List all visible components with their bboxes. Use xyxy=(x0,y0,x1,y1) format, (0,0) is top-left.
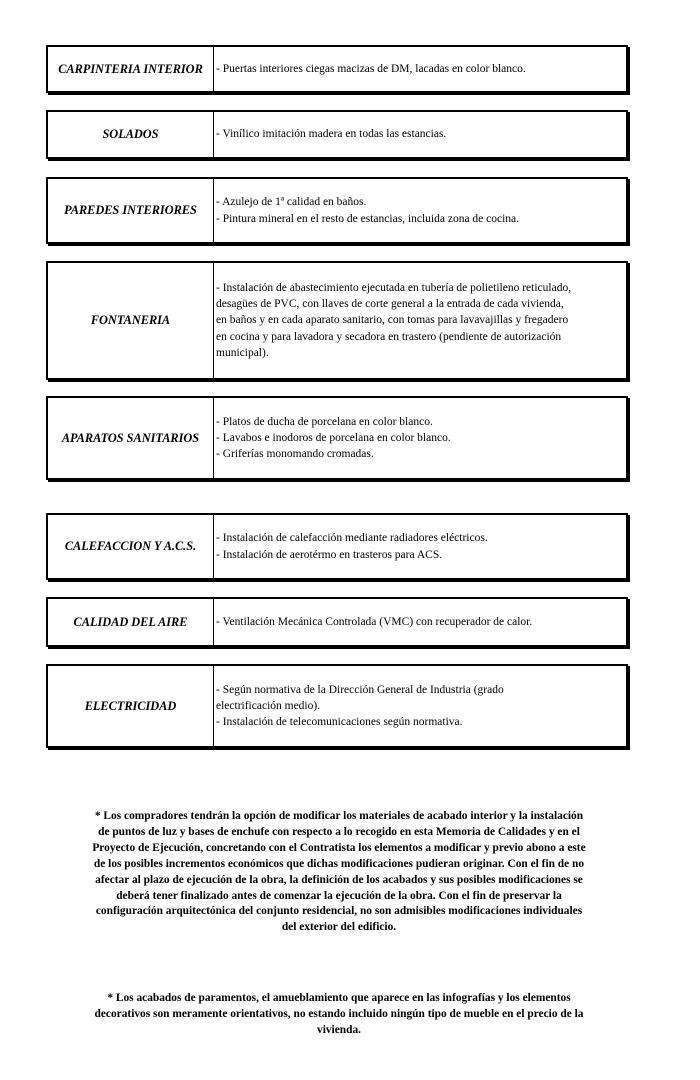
spec-line: - Platos de ducha de porcelana en color blanco. xyxy=(216,415,433,428)
spec-line: - Azulejo de 1ª calidad en baños. xyxy=(216,196,367,209)
spec-description xyxy=(214,666,626,746)
buyer-modifications-note xyxy=(48,809,630,936)
note-line: de los posibles incrementos económicos que dichas modificaciones pudieran originar. Con el fin de no xyxy=(93,857,585,870)
note-line: del exterior del edificio. xyxy=(281,921,397,934)
spec-label: APARATOS SANITARIOS xyxy=(48,398,214,478)
spec-row-aparatos-sanitarios xyxy=(46,396,628,480)
spec-line: municipal). xyxy=(216,346,269,359)
note-line: de puntos de luz y bases de enchufe con respecto a lo recogido en esta Memoria de Calidades y en el xyxy=(98,825,580,838)
finishes-disclaimer-note xyxy=(48,991,630,1039)
spec-line: - Instalación de telecomunicaciones según normativa. xyxy=(216,716,463,729)
spec-line: - Lavabos e inodoros de porcelana en color blanco. xyxy=(216,431,451,444)
spec-line: en baños y en cada aparato sanitario, con tomas para lavavajillas y fregadero xyxy=(216,314,569,327)
spec-row-solados xyxy=(46,110,628,159)
spec-row-paredes-interiores xyxy=(46,177,628,244)
spec-line: - Puertas interiores ciegas macizas de DM, lacadas en color blanco. xyxy=(216,62,526,75)
spec-line: - Ventilación Mecánica Controlada (VMC) con recuperador de calor. xyxy=(216,615,533,628)
spec-label: SOLADOS xyxy=(48,112,214,157)
spec-label: ELECTRICIDAD xyxy=(48,666,214,746)
spec-row-electricidad xyxy=(46,664,628,748)
spec-description xyxy=(214,398,626,478)
spec-description xyxy=(214,112,626,157)
spec-description xyxy=(214,515,626,578)
spec-label: FONTANERIA xyxy=(48,263,214,378)
note-line: * Los compradores tendrán la opción de modificar los materiales de acabado interior y la instalación xyxy=(94,810,584,822)
spec-line: - Vinílico imitación madera en todas las estancias. xyxy=(216,128,447,141)
note-line: configuración arquitectónica del conjunto residencial, no son admisibles modificaciones individuales xyxy=(95,905,583,918)
note-line: * Los acabados de paramentos, el amueblamiento que aparece en las infografías y los elementos xyxy=(107,992,571,1004)
spec-line: - Instalación de abastecimiento ejecutada en tubería de polietileno reticulado, xyxy=(216,281,572,294)
spec-line: en cocina y para lavadora y secadora en trastero (pendiente de autorización xyxy=(216,330,562,343)
spec-label: CALEFACCION Y A.C.S. xyxy=(48,515,214,578)
note-line: Proyecto de Ejecución, concretando con el Contratista los elementos a modificar y previo abono a este xyxy=(92,841,586,854)
spec-description xyxy=(214,599,626,645)
spec-row-carpinteria-interior xyxy=(46,45,628,93)
note-line: afectar al plazo de ejecución de la obra, la definición de los acabados y sus posibles modificaciones se xyxy=(95,873,583,886)
spec-row-calefaccion-acs xyxy=(46,513,628,580)
note-line: vivienda. xyxy=(317,1023,361,1036)
note-line: decorativos son meramente orientativos, no estando incluido ningún tipo de mueble en el precio de la xyxy=(94,1007,584,1020)
spec-line: electrificación medio). xyxy=(216,699,321,712)
spec-line: - Pintura mineral en el resto de estancias, incluida zona de cocina. xyxy=(216,212,520,225)
spec-description xyxy=(214,263,626,378)
spec-label: CALIDAD DEL AIRE xyxy=(48,599,214,645)
note-line: deberá tener finalizado antes de comenzar la ejecución de la obra. Con el fin de preservar la xyxy=(116,889,562,902)
spec-row-fontaneria xyxy=(46,261,628,380)
spec-line: - Instalación de aerotérmo en trasteros para ACS. xyxy=(216,548,443,561)
spec-line: - Griferías monomando cromadas. xyxy=(216,448,374,461)
spec-description xyxy=(214,179,626,242)
spec-label: CARPINTERIA INTERIOR xyxy=(48,47,214,91)
spec-line: desagües de PVC, con llaves de corte general a la entrada de cada vivienda, xyxy=(216,298,564,311)
spec-row-calidad-del-aire xyxy=(46,597,628,647)
spec-label: PAREDES INTERIORES xyxy=(48,179,214,242)
spec-line: - Instalación de calefacción mediante radiadores eléctricos. xyxy=(216,532,488,545)
spec-line: - Según normativa de la Dirección General de Industria (grado xyxy=(216,683,504,696)
spec-description xyxy=(214,47,626,91)
